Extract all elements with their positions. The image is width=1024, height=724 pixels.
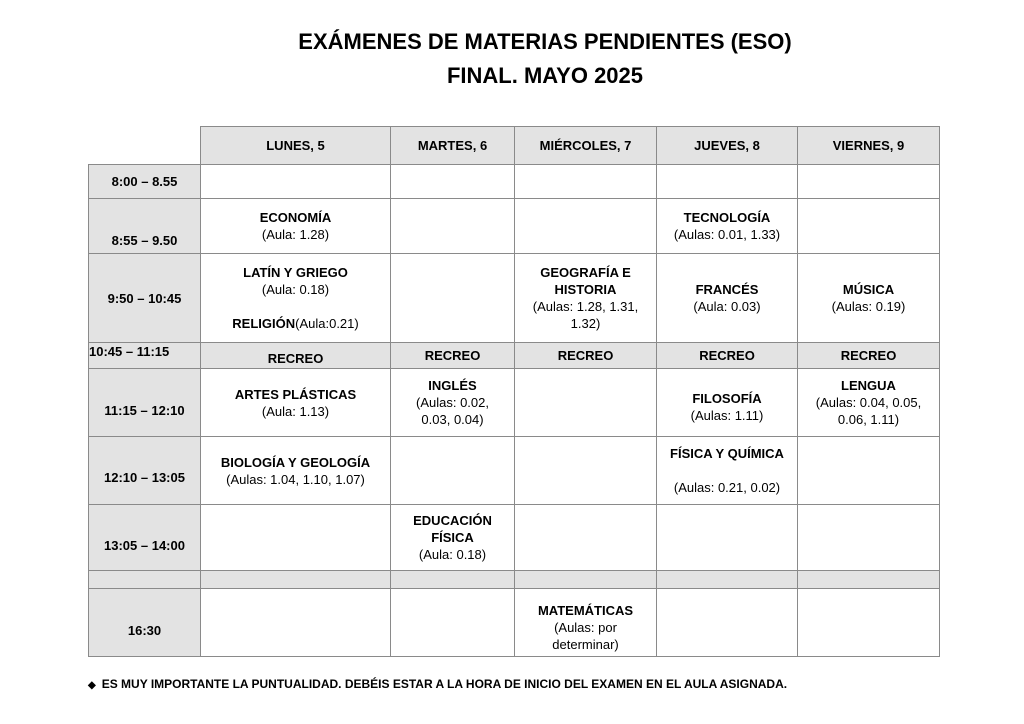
exam-room: determinar) [552, 637, 619, 652]
cell-empty [391, 589, 515, 657]
cell-empty [657, 165, 798, 199]
exam-educacion-fisica [391, 505, 515, 571]
exam-subject: EDUCACIÓN [413, 513, 492, 528]
time-slot: 9:50 – 10:45 [89, 254, 201, 343]
exam-subject: FILOSOFÍA [692, 390, 762, 406]
exam-ingles [391, 369, 515, 437]
cell-empty [201, 505, 391, 571]
separator-cell [515, 571, 657, 589]
exam-subject: MÚSICA [842, 282, 895, 297]
day-header-viernes: VIERNES, 9 [798, 127, 940, 165]
exam-room: (Aulas: 0.01, 1.33) [673, 227, 781, 242]
time-slot: 16:30 [89, 589, 201, 657]
exam-room: (Aulas: 1.04, 1.10, 1.07) [226, 471, 365, 487]
cell-empty [201, 589, 391, 657]
exam-room: (Aulas: 0.04, 0.05, [815, 395, 922, 410]
exam-filosofia [657, 369, 798, 437]
exam-room: (Aulas: 1.11) [690, 407, 764, 423]
day-header-martes: MARTES, 6 [391, 127, 515, 165]
cell-empty [515, 505, 657, 571]
exam-room: (Aula: 0.18) [418, 547, 487, 562]
cell-empty [515, 165, 657, 199]
table-row [89, 437, 940, 505]
table-header-row [89, 127, 940, 165]
exam-subject: MATEMÁTICAS [537, 603, 634, 618]
cell-empty [798, 589, 940, 657]
diamond-bullet-icon: ◆ [88, 680, 96, 691]
cell-empty [515, 437, 657, 505]
time-slot: 10:45 – 11:15 [89, 343, 201, 369]
cell-empty [391, 254, 515, 343]
document-subtitle: FINAL. MAYO 2025 [446, 63, 644, 88]
corner-cell [89, 127, 201, 165]
cell-empty [515, 199, 657, 254]
exam-subject: BIOLOGÍA Y GEOLOGÍA [220, 454, 371, 470]
separator-row [89, 571, 940, 589]
exam-subject: ECONOMÍA [259, 210, 332, 225]
recreo-cell: RECREO [515, 343, 657, 369]
cell-empty [798, 505, 940, 571]
exam-room: 0.03, 0.04) [421, 412, 484, 427]
time-slot: 12:10 – 13:05 [89, 437, 201, 505]
exam-subject: INGLÉS [428, 378, 477, 393]
exam-subject: LENGUA [841, 378, 896, 393]
time-slot: 11:15 – 12:10 [89, 369, 201, 437]
exam-subject: RELIGIÓN [232, 316, 296, 331]
exam-room: (Aulas: 0.19) [831, 299, 906, 314]
time-slot: 8:00 – 8.55 [89, 165, 201, 199]
cell-empty [391, 165, 515, 199]
cell-empty [798, 437, 940, 505]
exam-subject: HISTORIA [554, 282, 617, 297]
exam-subject: FÍSICA Y QUÍMICA [670, 446, 784, 461]
recreo-cell: RECREO [657, 343, 798, 369]
exam-tecnologia [657, 199, 798, 254]
cell-empty [391, 437, 515, 505]
exam-lengua [798, 369, 940, 437]
day-header-jueves: JUEVES, 8 [657, 127, 798, 165]
exam-subject: TECNOLOGÍA [683, 210, 771, 225]
table-row [89, 589, 940, 657]
cell-empty [798, 165, 940, 199]
exam-economia [201, 199, 391, 254]
separator-cell [657, 571, 798, 589]
cell-empty [391, 199, 515, 254]
exam-subject: FRANCÉS [695, 282, 759, 297]
table-row [89, 165, 940, 199]
exam-biologia [201, 437, 391, 505]
exam-frances [657, 254, 798, 343]
exam-room: (Aulas: 0.21, 0.02) [673, 480, 781, 495]
separator-cell [798, 571, 940, 589]
exam-artes [201, 369, 391, 437]
cell-empty [657, 589, 798, 657]
recreo-cell: RECREO [798, 343, 940, 369]
exam-room: (Aula: 1.28) [261, 227, 330, 242]
exam-subject: GEOGRAFÍA E [540, 265, 631, 280]
separator-cell [89, 571, 201, 589]
separator-cell [201, 571, 391, 589]
day-header-miercoles: MIÉRCOLES, 7 [515, 127, 657, 165]
cell-empty [515, 369, 657, 437]
exam-fisica-quimica [657, 437, 798, 505]
exam-room: 1.32) [570, 316, 601, 331]
exam-room: (Aula: 1.13) [261, 403, 330, 419]
exam-musica [798, 254, 940, 343]
table-row [89, 254, 940, 343]
exam-geografia [515, 254, 657, 343]
exam-subject: FÍSICA [431, 530, 474, 545]
time-slot: 8:55 – 9.50 [89, 199, 201, 254]
exam-room: (Aula: 0.18) [261, 282, 330, 297]
exam-room: (Aulas: por [554, 620, 617, 635]
exam-matematicas [515, 589, 657, 657]
exam-room: (Aula: 0.03) [693, 299, 761, 314]
exam-room: (Aulas: 0.02, [416, 395, 489, 410]
table-row [89, 369, 940, 437]
separator-cell [391, 571, 515, 589]
exam-room: 0.06, 1.11) [837, 412, 900, 427]
recreo-cell: RECREO [391, 343, 515, 369]
cell-empty [201, 165, 391, 199]
exam-latin-religion [201, 254, 391, 343]
table-row [89, 505, 940, 571]
exam-room: (Aula:0.21) [295, 316, 359, 331]
cell-empty [657, 505, 798, 571]
day-header-lunes: LUNES, 5 [201, 127, 391, 165]
note-text: ES MUY IMPORTANTE LA PUNTUALIDAD. DEBÉIS ESTAR A LA HORA DE INICIO DEL EXAMEN EN EL AULA ASIGNADA. [101, 677, 788, 691]
cell-empty [798, 199, 940, 254]
punctuality-note [88, 677, 787, 691]
exam-room: (Aulas: 1.28, 1.31, [532, 299, 639, 314]
exam-schedule-table [88, 126, 940, 657]
exam-subject: ARTES PLÁSTICAS [234, 386, 357, 402]
document-title: EXÁMENES DE MATERIAS PENDIENTES (ESO) [298, 29, 792, 54]
exam-subject: LATÍN Y GRIEGO [243, 265, 348, 280]
recreo-row [89, 343, 940, 369]
table-row [89, 199, 940, 254]
time-slot: 13:05 – 14:00 [89, 505, 201, 571]
recreo-cell: RECREO [201, 343, 391, 369]
